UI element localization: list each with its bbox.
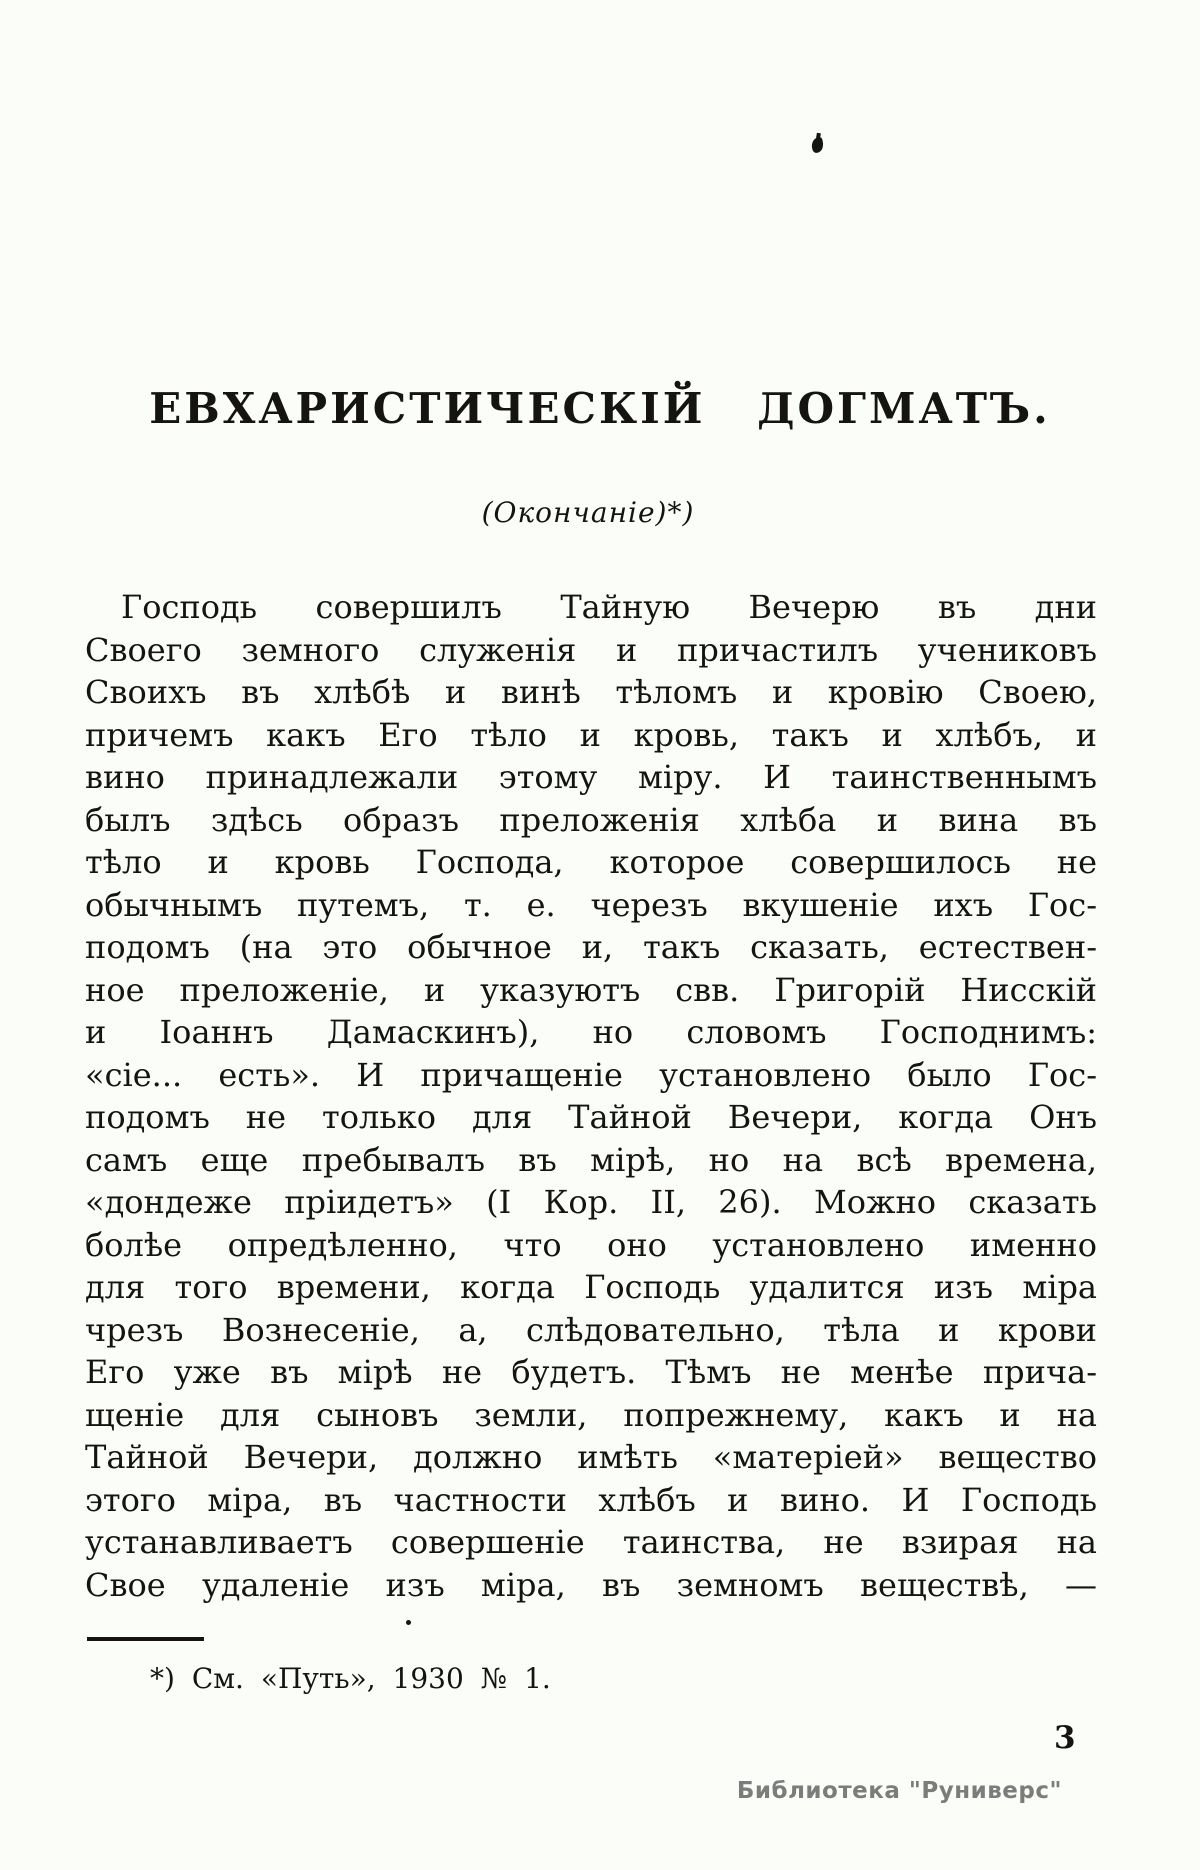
- body-line: устанавливаетъ совершеніе таинства, не взирая на: [85, 1523, 1097, 1561]
- library-watermark: Библиотека "Руниверс": [736, 1778, 1062, 1804]
- body-line: обычнымъ путемъ, т. е. черезъ вкушеніе ихъ Гос-: [85, 885, 1097, 924]
- body-line: «дондеже пріидетъ» (I Кор. II, 26). Можно сказать: [85, 1183, 1097, 1221]
- body-line: тѣло и кровь Господа, которое совершилось не: [85, 843, 1097, 881]
- page-number: 3: [1054, 1720, 1076, 1756]
- body-line: этого міра, въ частности хлѣбъ и вино. И Господь: [85, 1480, 1097, 1519]
- footnote-separator-rule: [87, 1637, 204, 1641]
- body-line: Свое удаленіе изъ міра, въ земномъ веществѣ, —: [85, 1565, 1097, 1604]
- body-line: Господь совершилъ Тайную Вечерю въ дни: [121, 588, 1097, 626]
- body-line: подомъ не только для Тайной Вечери, когда Онъ: [85, 1098, 1097, 1136]
- body-line: самъ еще пребывалъ въ мірѣ, но на всѣ времена,: [85, 1140, 1097, 1179]
- body-line: подомъ (на это обычное и, такъ сказать, естествен-: [85, 928, 1097, 966]
- footnote-text: *) См. «Путь», 1930 № 1.: [150, 1662, 551, 1695]
- body-line: былъ здѣсь образъ преложенія хлѣба и вина въ: [85, 800, 1097, 839]
- body-line: вино принадлежали этому міру. И таинственнымъ: [85, 758, 1097, 796]
- body-line: и Іоаннъ Дамаскинъ), но словомъ Господнимъ:: [85, 1013, 1097, 1051]
- dot-artifact: [406, 1620, 411, 1625]
- body-line: причемъ какъ Его тѣло и кровь, такъ и хлѣбъ, и: [85, 715, 1097, 754]
- body-line: Тайной Вечери, должно имѣть «матеріей» вещество: [85, 1438, 1097, 1476]
- body-line: для того времени, когда Господь удалится изъ міра: [85, 1268, 1097, 1306]
- body-line: болѣе опредѣленно, что оно установлено именно: [85, 1225, 1097, 1264]
- body-text-block: [85, 586, 1097, 1606]
- body-line: щеніе для сыновъ земли, попрежнему, какъ и на: [85, 1395, 1097, 1434]
- body-line: Его уже въ мірѣ не будетъ. Тѣмъ не менѣе прича-: [85, 1353, 1097, 1391]
- page-title: ЕВХАРИСТИЧЕСКІЙ ДОГМАТЪ.: [149, 384, 1051, 433]
- body-line: Своего земного служенія и причастилъ учениковъ: [85, 630, 1097, 669]
- body-line: «сіе... есть». И причащеніе установлено было Гос-: [85, 1055, 1097, 1094]
- ink-blot-mark: [811, 136, 824, 154]
- body-line: ное преложеніе, и указуютъ свв. Григорій Нисскій: [85, 970, 1097, 1009]
- body-line: чрезъ Вознесеніе, а, слѣдовательно, тѣла и крови: [85, 1310, 1097, 1349]
- page-subtitle: (Окончаніе)*): [481, 496, 695, 529]
- body-line: Своихъ въ хлѣбѣ и винѣ тѣломъ и кровію Своею,: [85, 673, 1097, 711]
